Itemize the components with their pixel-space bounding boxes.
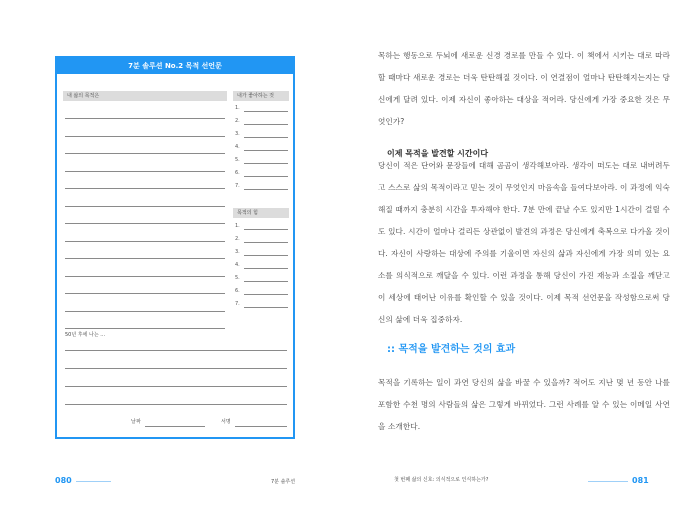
subheading: 이제 목적을 발견할 시간이다 (387, 149, 489, 158)
signature-line (235, 426, 287, 427)
date-label: 날짜 (131, 419, 141, 425)
page-number-rule-left (76, 481, 111, 482)
running-title-right: 첫 번째 삶의 신호: 의식적으로 인식하는가? (394, 477, 489, 483)
fifty-years-label: 50년 후에 나는 ... (65, 332, 106, 338)
page-number-rule-right (588, 481, 628, 482)
list-number: 1. (235, 105, 240, 111)
right-page (350, 0, 700, 518)
writing-line (65, 241, 225, 242)
writing-line (65, 223, 225, 224)
list-number: 4. (235, 144, 240, 150)
writing-line (244, 189, 288, 190)
writing-line (65, 293, 225, 294)
paragraph-2: 당신이 적은 단어와 문장들에 대해 곰곰이 생각해보아라. 생각이 떠도는 대로 내버려두고 스스로 삶의 목적이라고 믿는 것이 무엇인지 마음속을 들여다보아라. 이 과정에 익숙해질 때까지 충분히 시간을 투자해야 한다. 7분 만에 끝날 수도 있지만 1시간이 걸릴 수도 있다. 시간이 얼마나 걸리든 상관없이 발견의 과정은 당신에게 축복으로 다가올 것이다. 자신이 사랑하는 대상에 주의를 기울이면 자신의 삶과 자신에게 가장 의미 있는 요소를 의식적으로 깨달을 수 있다. 이런 과정을 통해 당신이 가진 재능과 소질을 깨닫고 이 세상에 태어난 이유를 확인할 수 있을 것이다. 이제 목적 선언문을 작성함으로써 당신의 삶에 더욱 집중하자. (378, 161, 670, 324)
writing-line (244, 229, 288, 230)
writing-line (65, 136, 225, 137)
likes-label: 내가 좋아하는 것 (233, 91, 289, 101)
writing-line (244, 176, 288, 177)
writing-line (65, 368, 287, 369)
list-number: 4. (235, 262, 240, 268)
writing-line (65, 171, 225, 172)
list-number: 7. (235, 183, 240, 189)
section-title: :: 목적을 발견하는 것의 효과 (387, 344, 516, 355)
writing-line (244, 124, 288, 125)
page-number-right: 081 (632, 476, 649, 485)
purpose-worksheet (55, 56, 295, 439)
running-title-left: 7분 솔루션 (271, 479, 296, 485)
writing-line (244, 242, 288, 243)
writing-line (65, 206, 225, 207)
writing-line (244, 137, 288, 138)
talents-label: 목적의 힘 (233, 208, 289, 218)
date-line (145, 426, 205, 427)
worksheet-title: 7분 솔루션 No.2 목적 선언문 (57, 58, 293, 74)
writing-line (65, 328, 225, 329)
list-number: 1. (235, 223, 240, 229)
signature-label: 서명 (221, 419, 231, 425)
writing-line (65, 118, 225, 119)
writing-line (244, 281, 288, 282)
writing-line (244, 255, 288, 256)
list-number: 3. (235, 249, 240, 255)
writing-line (65, 258, 225, 259)
writing-line (244, 307, 288, 308)
writing-line (65, 311, 225, 312)
list-number: 5. (235, 157, 240, 163)
paragraph-3: 목적을 기록하는 일이 과연 당신의 삶을 바꿀 수 있을까? 적어도 지난 몇 년 동안 나를 포함한 수천 명의 사람들의 삶은 그렇게 바뀌었다. 그런 사례를 알 수 있는 이메일 사연을 소개한다. (378, 378, 670, 431)
writing-line (244, 150, 288, 151)
writing-line (65, 188, 225, 189)
list-number: 2. (235, 236, 240, 242)
list-number: 5. (235, 275, 240, 281)
list-number: 2. (235, 118, 240, 124)
list-number: 6. (235, 288, 240, 294)
writing-line (65, 350, 287, 351)
writing-line (65, 386, 287, 387)
list-number: 6. (235, 170, 240, 176)
writing-line (65, 153, 225, 154)
writing-line (244, 163, 288, 164)
list-number: 7. (235, 301, 240, 307)
paragraph-1: 목하는 행동으로 두뇌에 새로운 신경 경로를 만들 수 있다. 이 책에서 시키는 대로 따라할 때마다 새로운 경로는 더욱 탄탄해질 것이다. 이 연결점이 얼마나 탄탄해지는지는 당신에게 달려 있다. 이제 자신이 좋아하는 대상을 적어라. 당신에게 가장 중요한 것은 무엇인가? (378, 51, 670, 126)
writing-line (244, 268, 288, 269)
list-number: 3. (235, 131, 240, 137)
life-purpose-label: 내 삶의 목적은 (63, 91, 227, 101)
page-number-left: 080 (55, 476, 72, 485)
writing-line (244, 111, 288, 112)
writing-line (244, 294, 288, 295)
writing-line (65, 404, 287, 405)
writing-line (65, 276, 225, 277)
